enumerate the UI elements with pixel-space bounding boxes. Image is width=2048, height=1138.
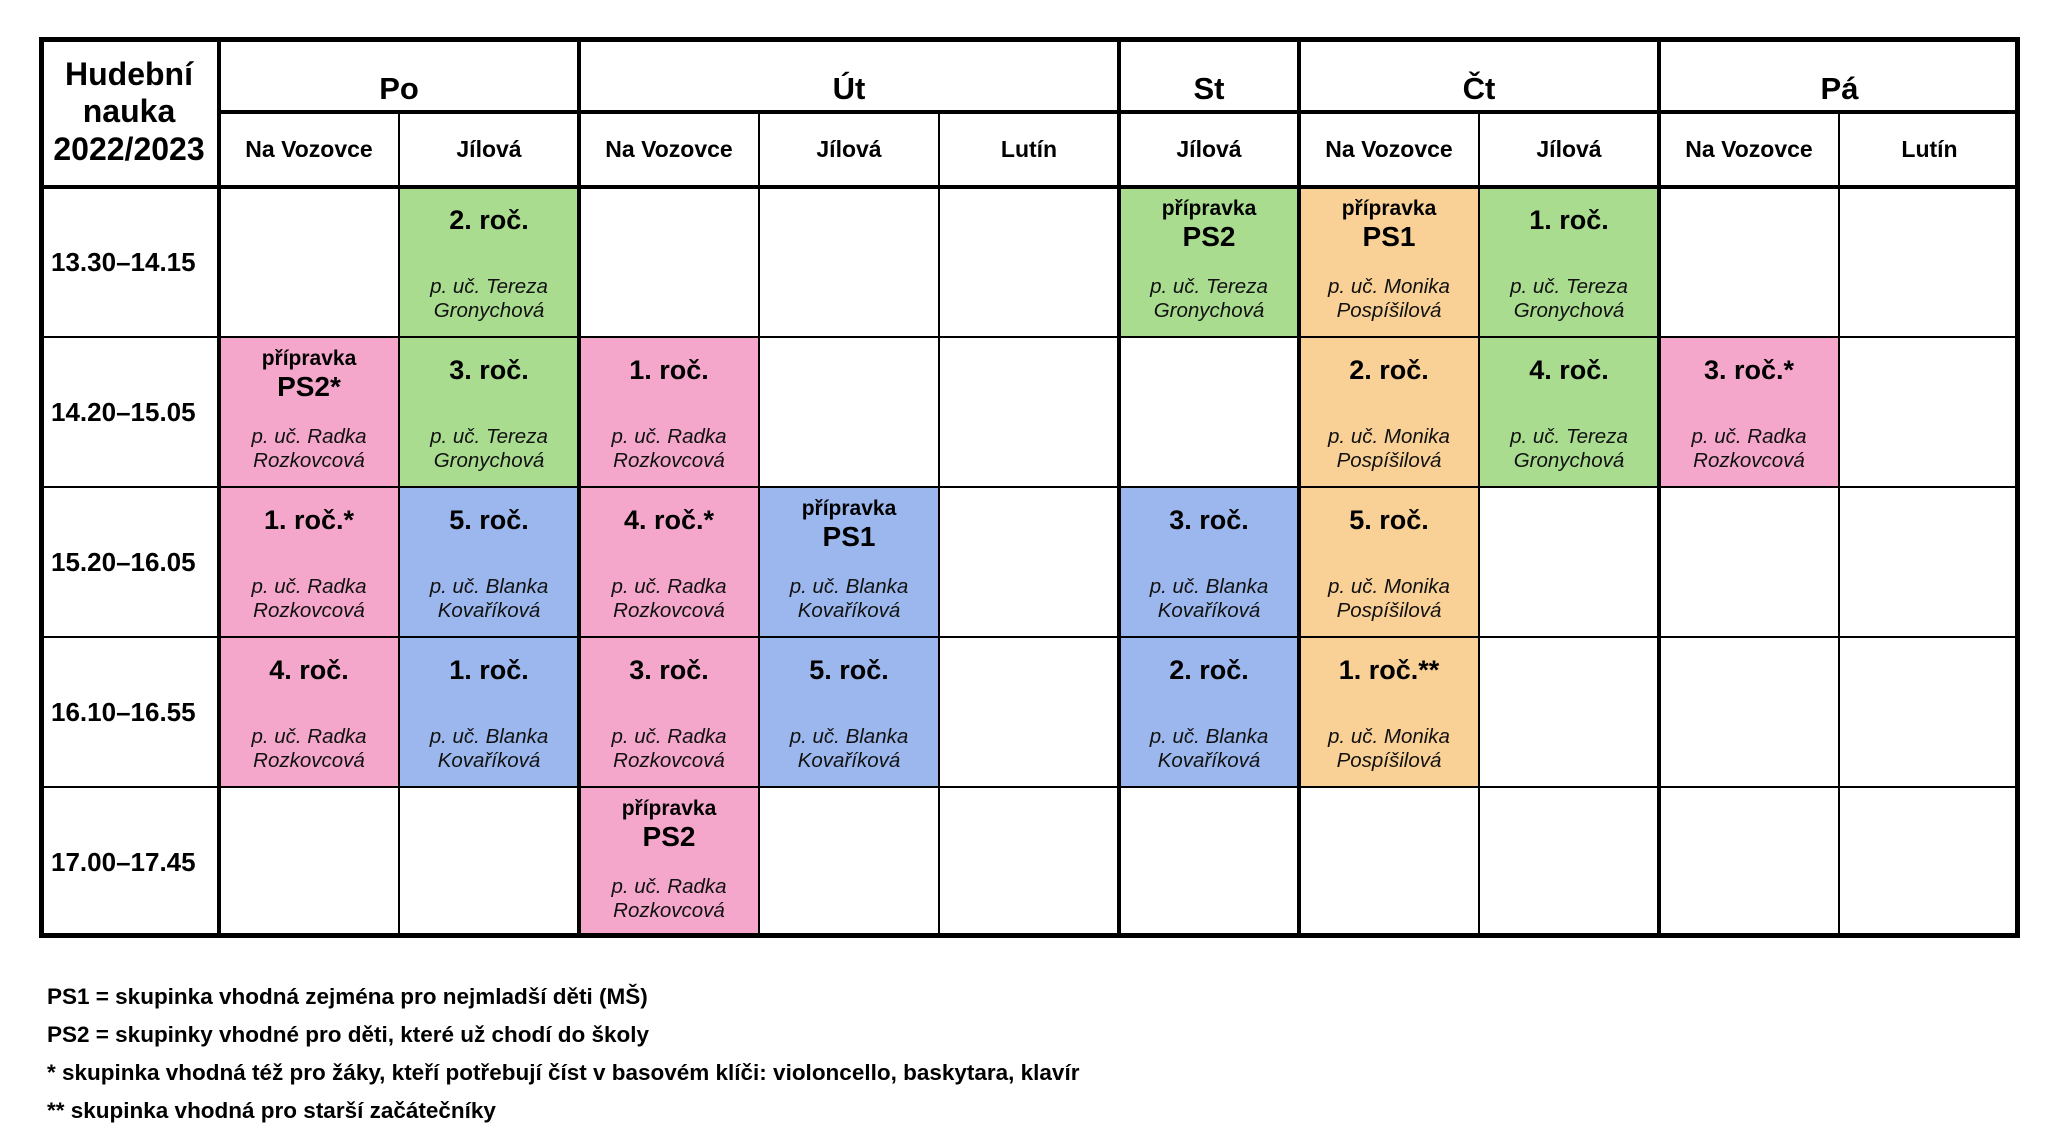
teacher-line: Rozkovcová [613, 899, 725, 922]
title-line: 2022/2023 [53, 130, 205, 167]
course-teacher [1299, 575, 1479, 623]
course-group: PS2 [642, 821, 696, 852]
teacher-line: Kovaříková [437, 599, 541, 622]
course-group: PS2* [277, 371, 341, 402]
time-slot: 14.20–15.05 [51, 396, 196, 427]
location-header: Na Vozovce [605, 136, 733, 162]
teacher-line: Pospíšilová [1336, 749, 1442, 772]
course-cell [759, 487, 939, 637]
day-header: Po [379, 71, 419, 106]
course-grade: 3. roč. [1169, 505, 1249, 535]
teacher-line: p. uč. Tereza [430, 425, 548, 448]
course-grade: 3. roč. [629, 655, 709, 685]
course-grade: 4. roč. [1529, 355, 1609, 385]
course-teacher [1479, 425, 1659, 473]
course-grade: 5. roč. [809, 655, 889, 685]
teacher-line: p. uč. Monika [1328, 575, 1450, 598]
teacher-line: Gronychová [1513, 449, 1625, 472]
course-cell [579, 487, 759, 637]
course-cell [219, 487, 399, 637]
time-slot: 13.30–14.15 [51, 246, 196, 277]
course-cell [579, 337, 759, 487]
teacher-line: Gronychová [433, 299, 545, 322]
course-grade: 1. roč. [1529, 205, 1609, 235]
course-cell [1299, 637, 1479, 787]
teacher-line: Pospíšilová [1336, 599, 1442, 622]
teacher-line: p. uč. Blanka [1149, 575, 1269, 598]
course-teacher [1479, 275, 1659, 323]
course-teacher [399, 275, 579, 323]
course-teacher [399, 425, 579, 473]
course-prep-label: přípravka [1161, 197, 1257, 220]
teacher-line: p. uč. Radka [251, 575, 367, 598]
teacher-line: p. uč. Tereza [1510, 275, 1628, 298]
teacher-line: Rozkovcová [253, 449, 365, 472]
course-grade: 3. roč.* [1703, 355, 1795, 385]
course-grade: 3. roč. [449, 355, 529, 385]
legend-line-double-star: ** skupinka vhodná pro starší začátečníky [47, 1098, 496, 1123]
course-cell [1299, 487, 1479, 637]
course-prep-label: přípravka [621, 797, 717, 820]
course-grade: 1. roč. [449, 655, 529, 685]
teacher-line: p. uč. Blanka [789, 725, 909, 748]
course-prep-label: přípravka [801, 497, 897, 520]
course-grade: 5. roč. [1349, 505, 1429, 535]
course-cell [1479, 337, 1659, 487]
teacher-line: p. uč. Blanka [789, 575, 909, 598]
course-cell [579, 787, 759, 938]
teacher-line: p. uč. Tereza [1150, 275, 1268, 298]
course-group: PS2 [1182, 221, 1236, 252]
legend-line-star: * skupinka vhodná též pro žáky, kteří potřebují číst v basovém klíči: violoncello, baskytara, klavír [47, 1060, 1080, 1085]
course-cell [1119, 187, 1299, 337]
teacher-line: Kovaříková [797, 749, 901, 772]
teacher-line: p. uč. Blanka [429, 575, 549, 598]
course-grade: 4. roč.* [623, 505, 715, 535]
location-header: Jílová [456, 136, 522, 162]
course-grade: 1. roč. [629, 355, 709, 385]
teacher-line: p. uč. Blanka [1149, 725, 1269, 748]
timetable [39, 37, 2020, 938]
teacher-line: Rozkovcová [613, 599, 725, 622]
teacher-line: p. uč. Radka [611, 875, 727, 898]
teacher-line: p. uč. Radka [611, 425, 727, 448]
course-grade: 4. roč. [269, 655, 349, 685]
teacher-line: p. uč. Monika [1328, 725, 1450, 748]
day-header: Pá [1820, 71, 1859, 106]
teacher-line: Rozkovcová [613, 449, 725, 472]
teacher-line: p. uč. Tereza [1510, 425, 1628, 448]
teacher-line: Pospíšilová [1336, 299, 1442, 322]
teacher-line: Rozkovcová [253, 749, 365, 772]
course-grade: 2. roč. [1349, 355, 1429, 385]
course-cell [399, 187, 579, 337]
course-teacher [579, 725, 759, 773]
course-teacher [399, 575, 579, 623]
course-prep-label: přípravka [1341, 197, 1437, 220]
course-group: PS1 [822, 521, 876, 552]
course-teacher [1299, 425, 1479, 473]
course-teacher [219, 425, 399, 473]
teacher-line: p. uč. Monika [1328, 275, 1450, 298]
course-cell [399, 637, 579, 787]
location-header: Na Vozovce [1325, 136, 1453, 162]
location-header: Na Vozovce [245, 136, 373, 162]
course-teacher [579, 425, 759, 473]
course-cell [1479, 187, 1659, 337]
course-grade: 1. roč.* [263, 505, 355, 535]
teacher-line: Kovaříková [437, 749, 541, 772]
course-grade: 2. roč. [449, 205, 529, 235]
teacher-line: Kovaříková [1157, 599, 1261, 622]
course-teacher [219, 575, 399, 623]
course-teacher [1299, 725, 1479, 773]
course-cell [399, 337, 579, 487]
teacher-line: p. uč. Radka [251, 725, 367, 748]
location-header: Jílová [816, 136, 882, 162]
day-header: Út [832, 71, 866, 106]
teacher-line: Gronychová [433, 449, 545, 472]
teacher-line: Gronychová [1153, 299, 1265, 322]
teacher-line: p. uč. Monika [1328, 425, 1450, 448]
location-header: Na Vozovce [1685, 136, 1813, 162]
time-slot: 15.20–16.05 [51, 546, 196, 577]
teacher-line: Kovaříková [1157, 749, 1261, 772]
course-teacher [1299, 275, 1479, 323]
teacher-line: Gronychová [1513, 299, 1625, 322]
course-cell [219, 637, 399, 787]
teacher-line: p. uč. Radka [611, 575, 727, 598]
course-group: PS1 [1362, 221, 1416, 252]
location-header: Lutín [1000, 136, 1058, 162]
teacher-line: p. uč. Radka [251, 425, 367, 448]
course-cell [1119, 637, 1299, 787]
location-header: Lutín [1901, 136, 1958, 162]
course-grade: 1. roč.** [1338, 655, 1440, 685]
course-cell [399, 487, 579, 637]
teacher-line: p. uč. Radka [1691, 425, 1807, 448]
course-teacher [579, 575, 759, 623]
location-header: Jílová [1536, 136, 1602, 162]
course-prep-label: přípravka [261, 347, 357, 370]
teacher-line: p. uč. Blanka [429, 725, 549, 748]
teacher-line: Rozkovcová [613, 749, 725, 772]
teacher-line: p. uč. Radka [611, 725, 727, 748]
course-grade: 2. roč. [1169, 655, 1249, 685]
course-teacher [1119, 575, 1299, 623]
course-teacher [759, 575, 939, 623]
course-teacher [1119, 725, 1299, 773]
course-teacher [759, 725, 939, 773]
course-cell [1299, 187, 1479, 337]
course-cell [219, 337, 399, 487]
day-header: St [1193, 71, 1225, 106]
location-header: Jílová [1176, 136, 1242, 162]
course-teacher [1659, 425, 1839, 473]
title-line: Hudební [65, 55, 193, 92]
course-grade: 5. roč. [449, 505, 529, 535]
table-title [39, 37, 219, 187]
course-teacher [579, 875, 759, 923]
title-line: nauka [82, 93, 176, 130]
course-cell [1119, 487, 1299, 637]
course-cell [1299, 337, 1479, 487]
legend-line-ps1: PS1 = skupinka vhodná zejména pro nejmladší děti (MŠ) [47, 984, 648, 1009]
teacher-line: Kovaříková [797, 599, 901, 622]
course-teacher [1119, 275, 1299, 323]
course-teacher [219, 725, 399, 773]
day-header: Čt [1462, 71, 1496, 106]
teacher-line: Rozkovcová [253, 599, 365, 622]
course-cell [579, 637, 759, 787]
course-teacher [399, 725, 579, 773]
teacher-line: Rozkovcová [1693, 449, 1805, 472]
course-cell [759, 637, 939, 787]
teacher-line: p. uč. Tereza [430, 275, 548, 298]
legend [47, 978, 1079, 1130]
time-slot: 17.00–17.45 [51, 847, 196, 877]
time-slot: 16.10–16.55 [51, 696, 196, 727]
course-cell [1659, 337, 1839, 487]
legend-line-ps2: PS2 = skupinky vhodné pro děti, které už chodí do školy [47, 1022, 650, 1047]
teacher-line: Pospíšilová [1336, 449, 1442, 472]
